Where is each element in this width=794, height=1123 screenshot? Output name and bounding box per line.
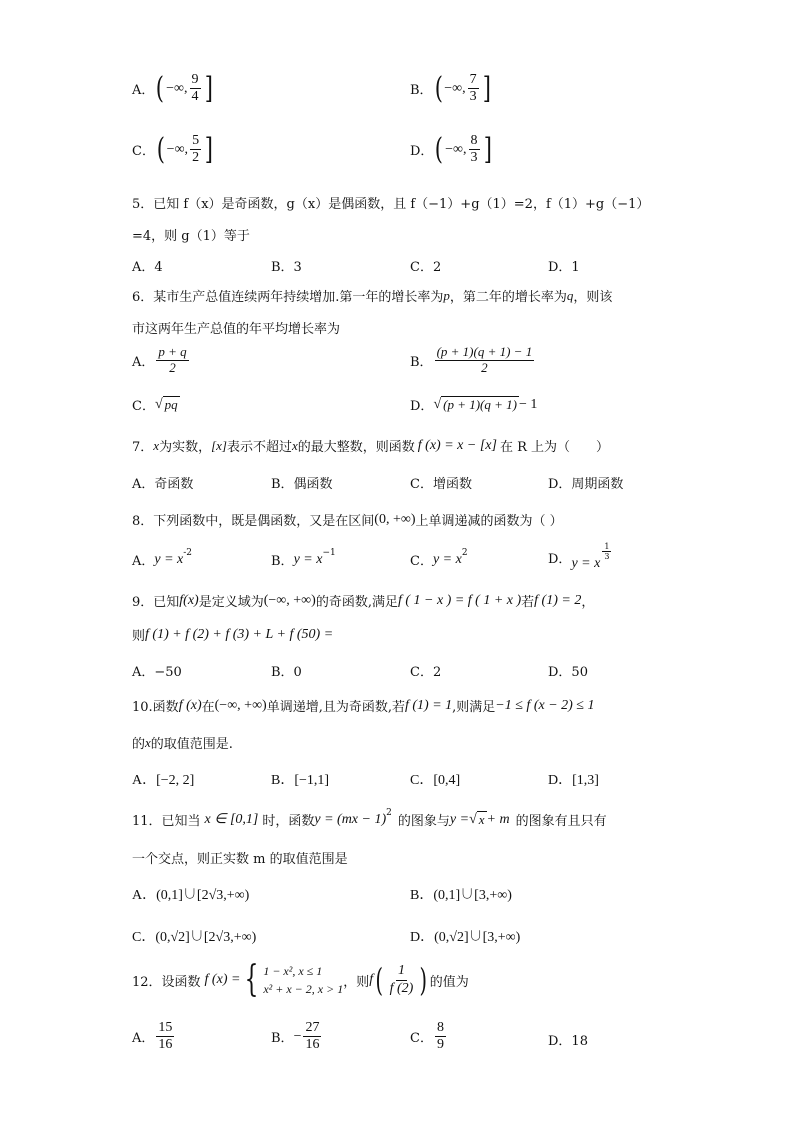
- function-name: f (x) =: [204, 972, 241, 987]
- right-bracket: ]: [204, 70, 213, 106]
- left-paren: (: [435, 131, 444, 167]
- question-number: 7．: [132, 440, 154, 455]
- neg-infinity: −∞,: [166, 141, 189, 157]
- left-paren: (: [156, 131, 165, 167]
- power-base: y = x: [432, 551, 462, 567]
- q12-stem: [132, 959, 469, 1000]
- denominator: 4: [191, 89, 199, 105]
- interval: (0, +∞): [374, 511, 416, 527]
- option-label: B．: [271, 554, 294, 569]
- var-x: x: [145, 734, 151, 750]
- denominator: 3: [469, 89, 477, 105]
- numerator: 8: [435, 1020, 446, 1037]
- stem-text: 的图象有且只有: [515, 814, 607, 829]
- q8-stem: [132, 510, 563, 529]
- function-two: y =: [449, 811, 470, 827]
- numerator: 27: [303, 1020, 321, 1037]
- function-one: y = (mx − 1): [314, 811, 387, 827]
- q12-option-b: [271, 1020, 323, 1053]
- stem-text: 上单调递减的函数为（ ）: [415, 514, 563, 529]
- q9-option-a: A．−50: [132, 665, 182, 680]
- option-label: B．: [410, 83, 433, 99]
- numerator: 5: [190, 133, 201, 150]
- numerator: 7: [468, 72, 479, 89]
- q10-option-d: D．[1,3]: [548, 773, 599, 788]
- neg-infinity: −∞,: [444, 80, 466, 96]
- q9-option-b: B．0: [271, 665, 302, 680]
- q5-option-b: B．3: [271, 260, 302, 275]
- option-label: A．: [132, 354, 155, 370]
- stem-text: 11．已知当: [132, 814, 201, 829]
- q8-option-c: [410, 547, 468, 569]
- denominator: 2: [192, 150, 200, 166]
- minus-one: − 1: [519, 396, 538, 412]
- q11-stem-line1: [132, 807, 607, 829]
- stem-text: 在: [201, 700, 215, 715]
- numerator: 1: [604, 542, 610, 551]
- denominator: 3: [470, 150, 478, 166]
- option-label: C．: [410, 1031, 433, 1047]
- power-base: y = x: [154, 551, 184, 567]
- denominator: f (2): [389, 980, 414, 996]
- function-name: f (x): [178, 697, 202, 713]
- power-base: y = x: [571, 555, 601, 571]
- q12-option-c: [410, 1020, 448, 1053]
- q7-stem: [132, 436, 609, 455]
- q11-option-c: C．(0,√2]∪[2√3,+∞): [132, 930, 257, 945]
- q4-option-b: [410, 72, 492, 105]
- q10-stem-line1: [132, 696, 595, 715]
- q9-stem-line1: [132, 591, 594, 610]
- stem-text: ，则该: [573, 290, 613, 305]
- stem-text: ，: [581, 595, 595, 610]
- stem-text: 8．下列函数中，既是偶函数，又是在区间: [132, 514, 375, 529]
- fraction: [468, 72, 479, 105]
- option-label: A．: [132, 1031, 155, 1047]
- neg-infinity: −∞,: [166, 80, 188, 96]
- function-value: f (1) = 1: [404, 697, 453, 713]
- q5-option-c: C．2: [410, 260, 442, 275]
- q6-option-a: [132, 345, 191, 376]
- function-expression: f (x) = x − [x]: [417, 437, 497, 453]
- radicand: pq: [164, 397, 178, 412]
- exponent: -2: [183, 547, 193, 558]
- radicand: (p + 1)(q + 1): [443, 397, 517, 412]
- stem-text: 12．设函数: [132, 974, 201, 990]
- sum-expression: f (1) + f (2) + f (3) + L + f (50) =: [145, 626, 334, 642]
- stem-text: ,则满足: [452, 700, 496, 715]
- stem-text: 则: [132, 629, 146, 644]
- stem-text: 时，函数: [262, 814, 315, 829]
- right-bracket: ]: [482, 70, 491, 106]
- q9-stem-line2: [132, 625, 333, 644]
- option-label: A．: [132, 554, 155, 569]
- sqrt: √ (p + 1)(q + 1): [433, 397, 517, 412]
- q10-option-b: B．[−1,1]: [271, 773, 330, 788]
- stem-text: 10.函数: [132, 700, 179, 715]
- right-bracket: ]: [483, 131, 492, 167]
- option-label: C．: [132, 144, 155, 160]
- power-base: y = x: [293, 551, 323, 567]
- inequality: −1 ≤ f (x − 2) ≤ 1: [495, 697, 595, 713]
- option-label: B．: [410, 354, 433, 370]
- q7-option-c: C．增函数: [410, 477, 472, 492]
- q5-stem-line1: 5．已知 f（x）是奇函数，g（x）是偶函数，且 f（−1）+g（1）=2，f（1）+g（−1）: [132, 197, 650, 212]
- stem-text: 表示不超过: [226, 440, 292, 455]
- denominator: 16: [305, 1037, 320, 1053]
- numerator: (p + 1)(q + 1) − 1: [436, 344, 533, 359]
- q8-option-b: [271, 547, 336, 569]
- stem-text: 的: [132, 737, 146, 752]
- option-label: D．: [548, 552, 572, 568]
- function-name: f(x): [179, 592, 199, 608]
- q9-option-c: C．2: [410, 665, 442, 680]
- var-x: x: [153, 437, 160, 453]
- left-paren: (: [156, 70, 165, 106]
- q5-option-d: D．1: [548, 260, 580, 275]
- stem-text: 的取值范围是.: [150, 737, 233, 752]
- minus-sign: −: [293, 1028, 302, 1044]
- radicand: x: [478, 812, 485, 827]
- fraction: [303, 1020, 321, 1053]
- stem-text: 若: [521, 595, 535, 610]
- stem-text: ，则: [343, 974, 370, 990]
- q11-option-a: A．(0,1]∪[2√3,+∞): [132, 888, 250, 903]
- q11-option-d: D．(0,√2]∪[3,+∞): [410, 930, 521, 945]
- case-one: 1 − x², x ≤ 1: [263, 964, 323, 978]
- q6-option-b: [410, 345, 536, 376]
- function-value: f (1) = 2: [534, 592, 582, 608]
- sqrt: √ x: [469, 812, 485, 827]
- fraction: [190, 133, 201, 166]
- numerator: p + q: [158, 344, 187, 359]
- var-p: p: [443, 287, 450, 303]
- q6-stem-line2: 市这两年生产总值的年平均增长率为: [132, 322, 341, 337]
- exponent: −1: [322, 547, 336, 558]
- denominator: 2: [481, 359, 488, 375]
- piecewise-cases: [263, 962, 343, 998]
- stem-text: 的最大整数，则函数: [297, 440, 415, 455]
- var-x: x: [291, 437, 298, 453]
- q5-stem-line2: =4，则 g（1）等于: [132, 229, 250, 244]
- fraction-exponent: [602, 542, 611, 561]
- q7-option-a: A．奇函数: [132, 477, 194, 492]
- stem-text: 在 R 上为（ ）: [499, 440, 609, 455]
- left-paren: (: [434, 70, 443, 106]
- q7-option-d: D．周期函数: [548, 477, 624, 492]
- numerator: 1: [396, 963, 407, 980]
- fraction: [190, 72, 201, 105]
- domain: (−∞, +∞): [263, 592, 316, 608]
- fraction: [435, 345, 535, 376]
- q8-option-a: [132, 547, 193, 569]
- q8-option-d: [548, 542, 613, 571]
- q12-option-d: D．18: [548, 1034, 588, 1049]
- left-paren: (: [375, 961, 384, 999]
- left-brace: {: [245, 959, 259, 1000]
- q10-option-a: A．[−2, 2]: [132, 773, 195, 788]
- numerator: 8: [469, 133, 480, 150]
- option-label: D．: [410, 399, 434, 414]
- stem-text: 的值为: [429, 974, 469, 990]
- q5-option-a: A．4: [132, 260, 163, 275]
- stem-text: 的图象与: [397, 814, 450, 829]
- stem-text: 单调递增,且为奇函数,若: [266, 700, 405, 715]
- condition: x ∈ [0,1]: [204, 812, 259, 827]
- q6-stem-line1: [132, 286, 612, 305]
- function-f: f: [369, 972, 374, 987]
- right-bracket: ]: [204, 131, 214, 167]
- numerator: 15: [156, 1020, 174, 1037]
- stem-text: ，第二年的增长率为: [449, 290, 567, 305]
- q6-option-c: [132, 395, 180, 414]
- fraction: [156, 1020, 174, 1053]
- q12-option-a: [132, 1020, 176, 1053]
- denominator: 9: [436, 1037, 444, 1053]
- option-label: C．: [132, 399, 155, 414]
- numerator: 9: [190, 72, 201, 89]
- q4-option-c: [132, 133, 215, 166]
- condition: f ( 1 − x ) = f ( 1 + x ): [397, 592, 522, 608]
- exponent: 2: [386, 807, 392, 818]
- fraction: [469, 133, 480, 166]
- function-two-tail: + m: [486, 811, 510, 827]
- case-two: x² + x − 2, x > 1: [263, 982, 344, 996]
- var-q: q: [566, 287, 574, 303]
- stem-text: 是定义域为: [198, 595, 264, 610]
- q6-option-d: [410, 395, 537, 414]
- domain: (−∞, +∞): [214, 697, 267, 713]
- q11-stem-line2: 一个交点，则正实数 m 的取值范围是: [132, 852, 348, 867]
- fraction: [435, 1020, 446, 1053]
- denominator: 3: [604, 552, 610, 562]
- stem-text: 9．已知: [132, 595, 180, 610]
- q4-option-a: [132, 72, 214, 105]
- stem-text: 为实数，: [159, 440, 212, 455]
- option-label: B．: [271, 1031, 294, 1047]
- option-label: A．: [132, 83, 155, 99]
- q9-option-d: D．50: [548, 665, 588, 680]
- option-label: C．: [410, 554, 433, 569]
- q4-option-d: [410, 133, 493, 166]
- fraction: [388, 963, 416, 996]
- exponent: 2: [461, 547, 468, 558]
- q10-option-c: C．[0,4]: [410, 773, 461, 788]
- q10-stem-line2: [132, 733, 233, 752]
- denominator: 2: [169, 359, 176, 375]
- stem-text: 6．某市生产总值连续两年持续增加.第一年的增长率为: [132, 290, 444, 305]
- fraction: [156, 345, 188, 376]
- right-paren: ): [419, 961, 428, 999]
- neg-infinity: −∞,: [445, 141, 467, 157]
- sqrt: √ pq: [154, 397, 178, 412]
- floor-x: [x]: [211, 437, 227, 453]
- denominator: 16: [158, 1037, 173, 1053]
- stem-text: 的奇函数,满足: [315, 595, 398, 610]
- q11-option-b: B．(0,1]∪[3,+∞): [410, 888, 512, 903]
- option-label: D．: [410, 144, 434, 160]
- q7-option-b: B．偶函数: [271, 477, 333, 492]
